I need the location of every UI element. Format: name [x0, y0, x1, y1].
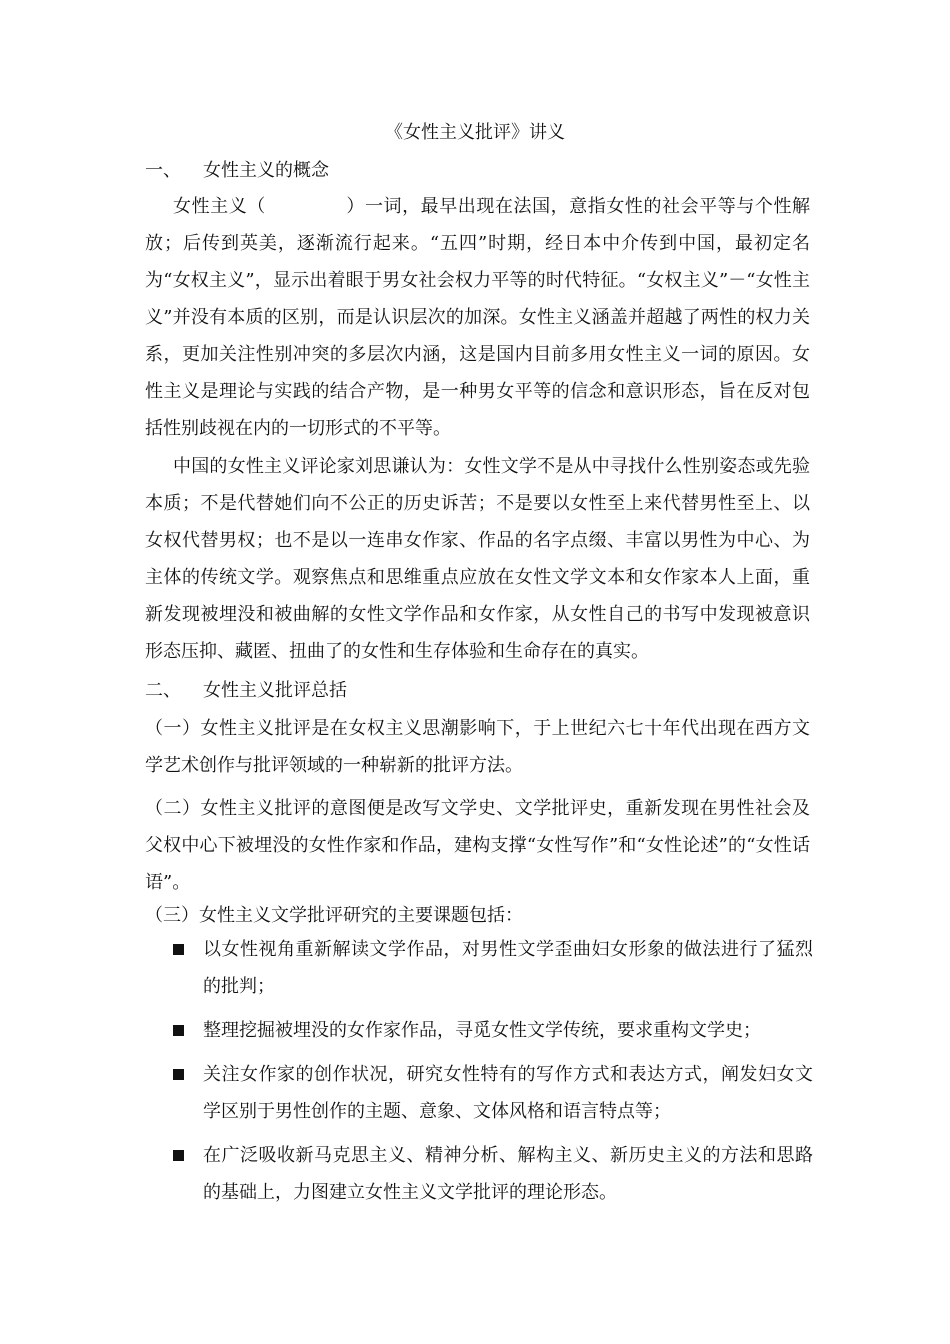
square-bullet-icon [173, 944, 184, 955]
section-2-title: 女性主义批评总括 [203, 680, 347, 701]
section-1-title: 女性主义的概念 [203, 160, 329, 181]
summary-item-3: （三）女性主义文学批评研究的主要课题包括： [145, 905, 523, 926]
section-1-heading [145, 158, 329, 184]
section-2-number: 二、 [145, 680, 181, 701]
list-item-text: 关注女作家的创作状况，研究女性特有的写作方式和表达方式，阐发妇女文学区别于男性创作的主题、意象、文体风格和语言特点等； [203, 1064, 813, 1122]
concept-paragraph [145, 188, 810, 447]
list-item-text: 在广泛吸收新马克思主义、精神分析、解构主义、新历史主义的方法和思路的基础上，力图建立女性主义文学批评的理论形态。 [203, 1145, 813, 1203]
concept-paragraph-start: 女性主义（ [173, 196, 266, 217]
list-item [173, 1137, 813, 1211]
summary-item-2: （二）女性主义批评的意图便是改写文学史、文学批评史，重新发现在男性社会及父权中心下被埋没的女性作家和作品，建构支撑“女性写作”和“女性论述”的“女性话语”。 [145, 798, 810, 893]
topics-list [173, 931, 813, 1218]
square-bullet-icon [173, 1025, 184, 1036]
list-item-text: 以女性视角重新解读文学作品，对男性文学歪曲妇女形象的做法进行了猛烈的批判； [203, 939, 813, 997]
summary-item-1: （一）女性主义批评是在女权主义思潮影响下，于上世纪六七十年代出现在西方文学艺术创作与批评领域的一种崭新的批评方法。 [145, 718, 810, 776]
document-title: 《女性主义批评》讲义 [385, 122, 565, 143]
list-item [173, 1056, 813, 1130]
square-bullet-icon [173, 1150, 184, 1161]
list-item [173, 931, 813, 1005]
square-bullet-icon [173, 1069, 184, 1080]
list-item-text: 整理挖掘被埋没的女作家作品，寻觅女性文学传统，要求重构文学史； [203, 1020, 761, 1041]
section-1-number: 一、 [145, 160, 181, 181]
liu-siqian-paragraph: 中国的女性主义评论家刘思谦认为：女性文学不是从中寻找什么性别姿态或先验本质；不是代替她们向不公正的历史诉苦；不是要以女性至上来代替男性至上、以女权代替男权；也不是以一连串女作家、作品的名字点缀、丰富以男性为中心、为主体的传统文学。观察焦点和思维重点应放在女性文学文本和女作家本人上面，重新发现被埋没和被曲解的女性文学作品和女作家，从女性自己的书写中发现被意识形态压抑、藏匿、扭曲了的女性和生存体验和生命存在的真实。 [145, 456, 810, 662]
concept-paragraph-rest: ）一词，最早出现在法国，意指女性的社会平等与个性解放；后传到英美，逐渐流行起来。“五四”时期，经日本中介传到中国，最初定名为“女权主义”，显示出着眼于男女社会权力平等的时代特征。“女权主义”－“女性主义”并没有本质的区别，而是认识层次的加深。女性主义涵盖并超越了两性的权力关系，更加关注性别冲突的多层次内涵，这是国内目前多用女性主义一词的原因。女性主义是理论与实践的结合产物，是一种男女平等的信念和意识形态，旨在反对包括性别歧视在内的一切形式的不平等。 [145, 196, 811, 439]
section-2-heading [145, 678, 347, 704]
list-item [173, 1012, 813, 1049]
